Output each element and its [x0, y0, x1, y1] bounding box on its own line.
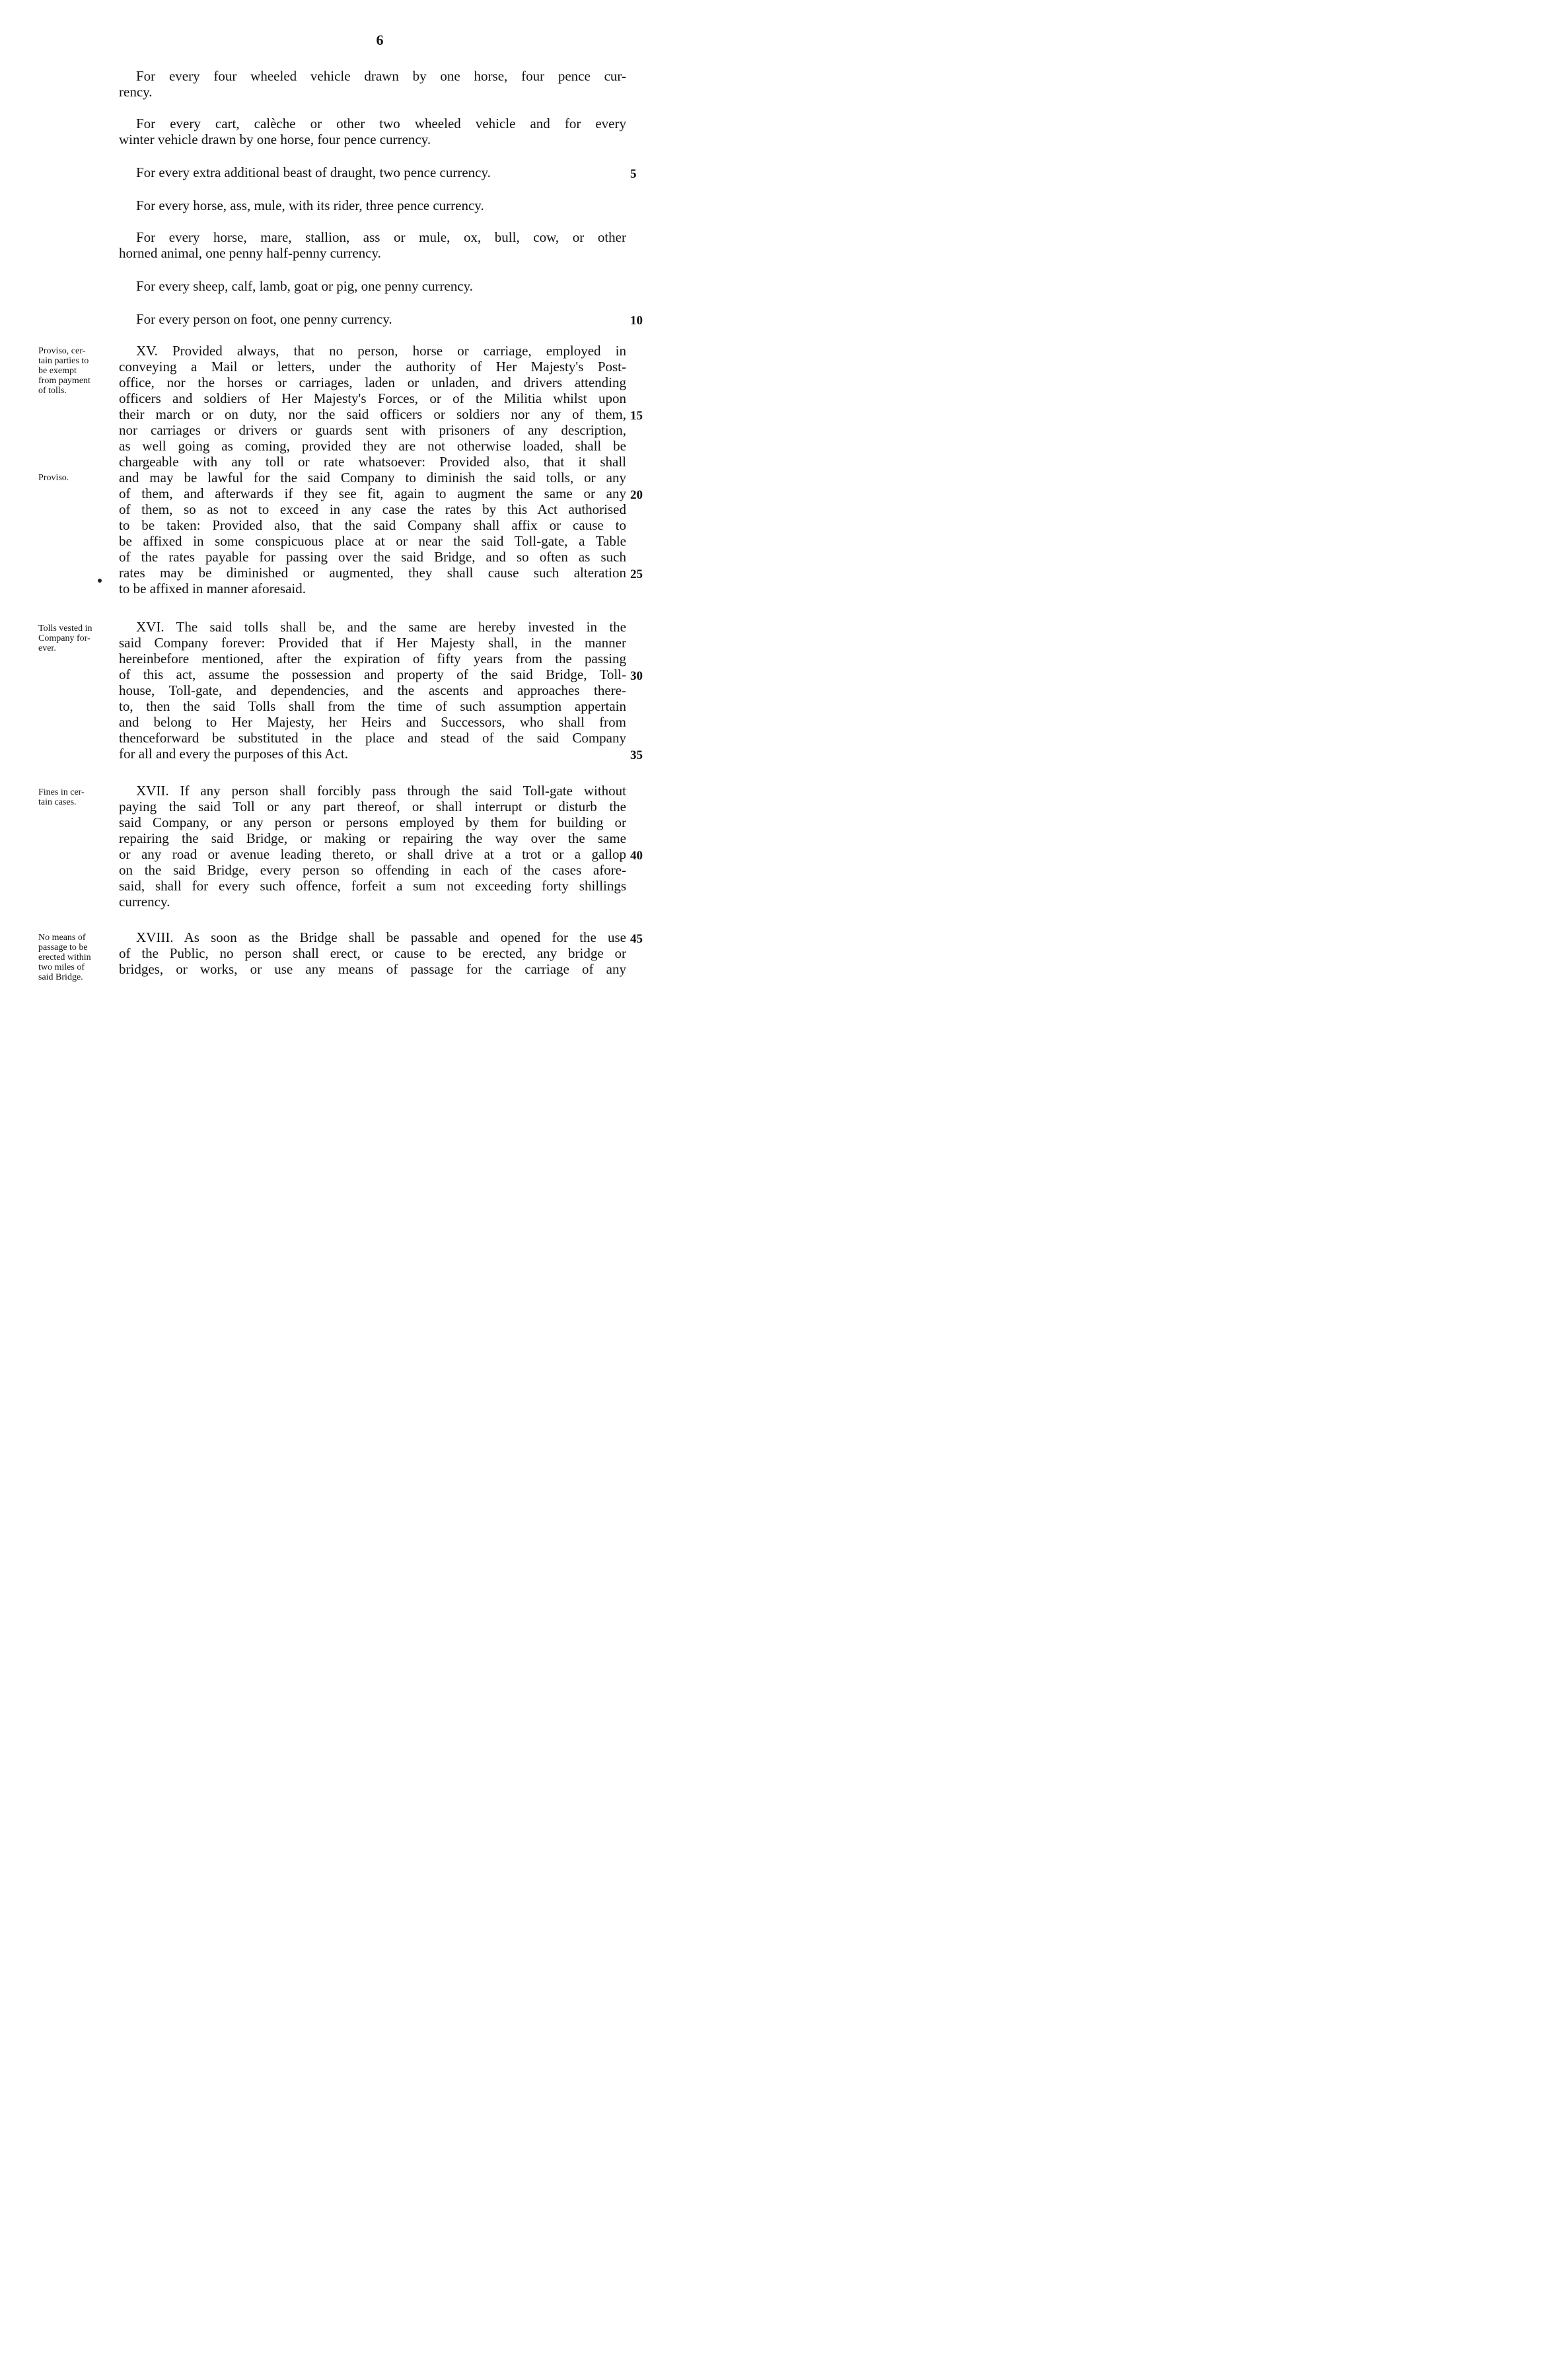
- margin-note-line: Proviso, cer-: [38, 346, 86, 356]
- section-xvii-line: paying the said Toll or any part thereof, or shall interrupt or disturb the: [119, 799, 626, 814]
- margin-note-line: said Bridge.: [38, 972, 83, 982]
- section-xv-line: of them, so as not to exceed in any case the rates by this Act authorised: [119, 501, 626, 517]
- toll-rate-line: For every sheep, calf, lamb, goat or pig, one penny currency.: [136, 278, 474, 294]
- margin-note-fines: [38, 787, 123, 807]
- section-xvi-line: XVI. The said tolls shall be, and the same are hereby invested in the: [136, 619, 626, 635]
- section-xv-line: of the rates payable for passing over the said Bridge, and so often as such: [119, 549, 626, 565]
- line-number: 20: [630, 488, 643, 502]
- line-number: 5: [630, 167, 637, 181]
- section-xviii-line: bridges, or works, or use any means of passage for the carriage of any: [119, 961, 626, 977]
- section-xvii-line: said, shall for every such offence, forfeit a sum not exceeding forty shillings: [119, 878, 626, 894]
- margin-note-line: Fines in cer-: [38, 787, 85, 797]
- margin-note-line: Tolls vested in: [38, 624, 92, 633]
- line-number: 25: [630, 567, 643, 581]
- margin-note-line: tain parties to: [38, 356, 89, 366]
- margin-note-line: from payment: [38, 376, 90, 386]
- section-xv-line: to be taken: Provided also, that the said Company shall affix or cause to: [119, 517, 626, 533]
- margin-note-proviso: [38, 473, 123, 483]
- section-xviii-line: of the Public, no person shall erect, or cause to be erected, any bridge or: [119, 945, 626, 961]
- line-number: 10: [630, 314, 643, 328]
- section-xv-line: conveying a Mail or letters, under the authority of Her Majesty's Post-: [119, 359, 626, 375]
- section-xv-line: of them, and afterwards if they see fit, again to augment the same or any: [119, 486, 626, 501]
- section-xvii-line: currency.: [119, 894, 170, 910]
- margin-note-line: ever.: [38, 643, 56, 653]
- section-xvi-line: thenceforward be substituted in the place and stead of the said Company: [119, 730, 626, 746]
- line-number: 30: [630, 669, 643, 683]
- line-number: 40: [630, 849, 643, 863]
- section-xviii-line: XVIII. As soon as the Bridge shall be passable and opened for the use: [136, 929, 626, 945]
- section-xvi-line: said Company forever: Provided that if Her Majesty shall, in the manner: [119, 635, 626, 651]
- section-xv-line: as well going as coming, provided they are not otherwise loaded, shall be: [119, 438, 626, 454]
- section-xv-line: office, nor the horses or carriages, laden or unladen, and drivers attending: [119, 375, 626, 390]
- stray-mark: [98, 579, 102, 583]
- line-number: 35: [630, 748, 643, 762]
- toll-rate-line: rency.: [119, 84, 153, 100]
- document-page: [0, 0, 674, 1030]
- margin-note-line: tain cases.: [38, 797, 77, 807]
- margin-note-tolls-vested: [38, 624, 123, 653]
- section-xv-line: nor carriages or drivers or guards sent with prisoners of any description,: [119, 422, 626, 438]
- section-xv-line: to be affixed in manner aforesaid.: [119, 581, 306, 596]
- margin-note-line: two miles of: [38, 962, 85, 972]
- margin-note-proviso-exempt: [38, 346, 123, 396]
- margin-note-no-means: [38, 933, 123, 982]
- margin-note-line: Company for-: [38, 633, 90, 643]
- page-number: 6: [376, 32, 384, 48]
- section-xvii-line: repairing the said Bridge, or making or repairing the way over the same: [119, 830, 626, 846]
- section-xvi-line: to, then the said Tolls shall from the time of such assumption appertain: [119, 698, 626, 714]
- section-xvii-line: or any road or avenue leading thereto, or shall drive at a trot or a gallop: [119, 846, 626, 862]
- section-xv-line: rates may be diminished or augmented, they shall cause such alteration: [119, 565, 626, 581]
- section-xvii-line: said Company, or any person or persons employed by them for building or: [119, 814, 626, 830]
- section-xv-line: officers and soldiers of Her Majesty's Forces, or of the Militia whilst upon: [119, 390, 626, 406]
- section-xv-line: their march or on duty, nor the said officers or soldiers nor any of them,: [119, 406, 626, 422]
- section-xvi-line: hereinbefore mentioned, after the expiration of fifty years from the passing: [119, 651, 626, 667]
- section-xv-line: chargeable with any toll or rate whatsoever: Provided also, that it shall: [119, 454, 626, 470]
- section-xvii-line: XVII. If any person shall forcibly pass through the said Toll-gate without: [136, 783, 626, 799]
- section-xvi-line: for all and every the purposes of this Act.: [119, 746, 348, 762]
- toll-rate-line: winter vehicle drawn by one horse, four pence currency.: [119, 131, 431, 147]
- margin-note-line: be exempt: [38, 366, 77, 376]
- section-xvi-line: and belong to Her Majesty, her Heirs and Successors, who shall from: [119, 714, 626, 730]
- margin-note-line: Proviso.: [38, 473, 69, 483]
- toll-rate-line: For every horse, mare, stallion, ass or mule, ox, bull, cow, or other: [136, 229, 626, 245]
- section-xv-line: and may be lawful for the said Company to diminish the said tolls, or any: [119, 470, 626, 486]
- section-xvii-line: on the said Bridge, every person so offending in each of the cases afore-: [119, 862, 626, 878]
- toll-rate-line: For every four wheeled vehicle drawn by one horse, four pence cur-: [136, 68, 626, 84]
- line-number: 45: [630, 932, 643, 946]
- line-number: 15: [630, 409, 643, 423]
- section-xv-line: be affixed in some conspicuous place at or near the said Toll-gate, a Table: [119, 533, 626, 549]
- section-xv-line: XV. Provided always, that no person, horse or carriage, employed in: [136, 343, 626, 359]
- margin-note-line: No means of: [38, 933, 86, 943]
- section-xvi-line: house, Toll-gate, and dependencies, and the ascents and approaches there-: [119, 682, 626, 698]
- toll-rate-line: horned animal, one penny half-penny currency.: [119, 245, 381, 261]
- margin-note-line: of tolls.: [38, 386, 67, 396]
- section-xvi-line: of this act, assume the possession and property of the said Bridge, Toll-: [119, 667, 626, 682]
- margin-note-line: passage to be: [38, 943, 88, 953]
- toll-rate-line: For every person on foot, one penny currency.: [136, 311, 392, 327]
- toll-rate-line: For every extra additional beast of draught, two pence currency.: [136, 164, 491, 180]
- toll-rate-line: For every cart, calèche or other two wheeled vehicle and for every: [136, 116, 626, 131]
- toll-rate-line: For every horse, ass, mule, with its rider, three pence currency.: [136, 198, 484, 213]
- margin-note-line: erected within: [38, 953, 91, 962]
